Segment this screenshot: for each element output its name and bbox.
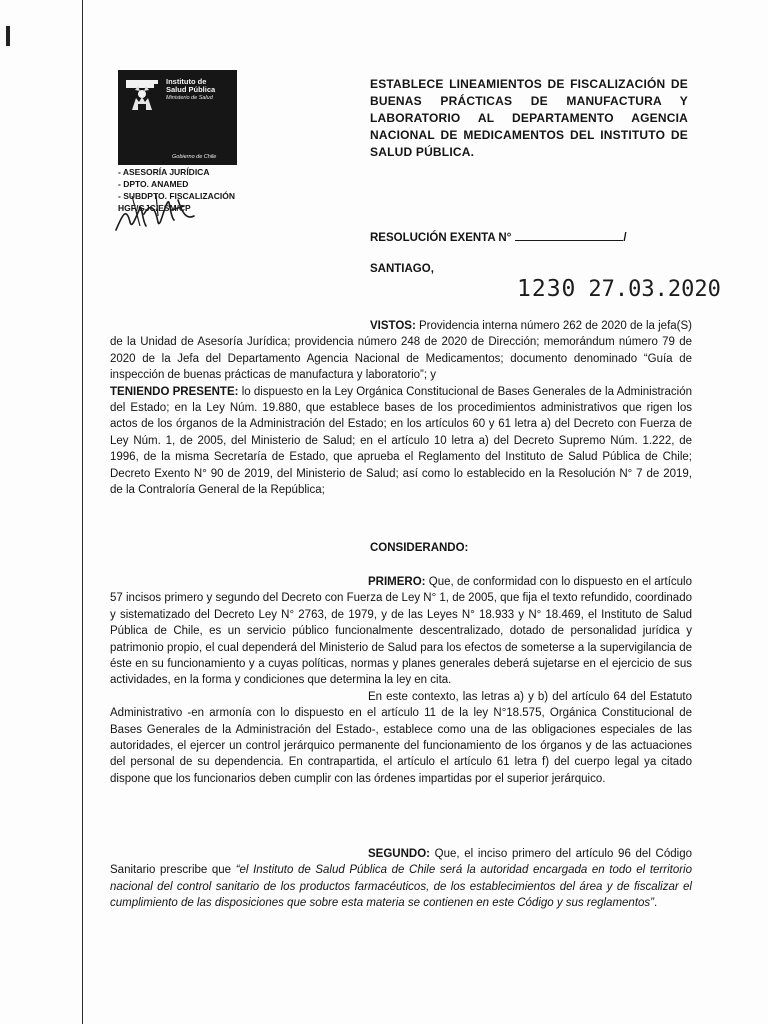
stamp-date: 27.03.2020 (588, 277, 721, 302)
place-label: SANTIAGO, (370, 263, 434, 275)
logo-name-line2: Salud Pública (166, 85, 216, 94)
segundo-section (110, 846, 692, 912)
vistos-section (110, 318, 692, 498)
logo-ministry: Ministerio de Salud (166, 95, 213, 101)
logo-name-line1: Instituto de (166, 77, 207, 86)
segundo-label: SEGUNDO: (368, 848, 430, 860)
isp-logo (118, 70, 237, 165)
primero-label: PRIMERO: (368, 576, 426, 588)
handwritten-signature (112, 186, 202, 236)
scan-corner-mark (6, 26, 10, 46)
logo-government: Gobierno de Chile (172, 154, 217, 160)
resolution-stamp (517, 276, 721, 302)
coat-of-arms-icon (126, 80, 158, 114)
considerando-heading: CONSIDERANDO: (370, 542, 469, 554)
primero-text: Que, de conformidad con lo dispuesto en el artículo 57 incisos primero y segundo del Decreto con Fuerza de Ley N° 1, de 2005, que fija el texto refundido, coordinado y sistematizado del Decreto Ley N° 2763, de 1979, y de las Leyes N° 18.933 y N° 18.469, el Instituto de Salud Pública de Chile, es un servicio público funcionalmente descentralizado, dotado de personalidad jurídica y patrimonio propio, el cual dependerá del Ministerio de Salud para los efectos de someterse a la supervigilancia de éste en su funcionamiento y a cuyas políticas, normas y planes generales deberá sujetarse en el ejercicio de sus actividades, en la forma y condiciones que determina la ley en cita. (110, 576, 692, 687)
segundo-quote: “el Instituto de Salud Pública de Chile será la autoridad encargada en todo el territorio nacional del control sanitario de los productos farmacéuticos, de los establecimientos del área y de fiscalizar el cumplimiento de las disposiciones que sobre esta materia se contienen en este Código y sus reglamentos” (110, 864, 692, 910)
segundo-text: Que, el inciso primero del artículo 96 del Código Sanitario prescribe que (110, 848, 692, 877)
vistos-label: VISTOS: (370, 320, 416, 332)
resolution-number-blank (515, 230, 623, 241)
document-title: ESTABLECE LINEAMIENTOS DE FISCALIZACIÓN DE BUENAS PRÁCTICAS DE MANUFACTURA Y LABORATORIO AL DEPARTAMENTO AGENCIA NACIONAL DE MEDICAMENTOS DEL INSTITUTO DE SALUD PÚBLICA. (370, 77, 688, 159)
stamp-number: 1230 (517, 276, 577, 302)
segundo-end: . (654, 897, 658, 910)
contexto-text: En este contexto, las letras a) y b) del artículo 64 del Estatuto Administrativo -en armonía con lo dispuesto en el artículo 11 de la ley N°18.575, Orgánica Constitucional de Bases Generales de la Administración del Estado-, establece como una de las obligaciones especiales de las autoridades, el ejercer un control jerárquico permanente del funcionamiento de los órganos y de las actuaciones del personal de su dependencia. En contrapartida, el artículo el artículo 61 letra f) del cuerpo legal ya citado dispone que los funcionarios deben cumplir con las órdenes impartidas por el superior jerárquico. (110, 690, 692, 785)
teniendo-label: TENIENDO PRESENTE: (110, 385, 239, 398)
logo-institution-name (166, 78, 234, 94)
distribution-item: - SUBDPTO. FISCALIZACIÓN (118, 191, 235, 201)
distribution-item: - DPTO. ANAMED (118, 179, 189, 189)
primero-section (110, 574, 692, 787)
teniendo-text: lo dispuesto en la Ley Orgánica Constitucional de Bases Generales de la Administración del Estado; en la Ley Núm. 19.880, que establece bases de los procedimientos administrativos que rigen los actos de los órganos de la Administración del Estado; en los artículos 60 y 61 letra a) del Decreto con Fuerza de Ley Núm. 1, de 2005, del Ministerio de Salud; en el artículo 10 letra a) del Decreto Supremo Núm. 1.222, de 1996, de la misma Secretaría de Estado, que aprueba el Reglamento del Instituto de Salud Pública de Chile; Decreto Exento N° 90 de 2019, del Ministerio de Salud; así como lo establecido en la Resolución N° 7 de 2019, de la Contraloría General de la República; (110, 385, 692, 497)
scan-edge-line (82, 0, 83, 1024)
resolution-number-line (370, 230, 627, 244)
distribution-item: - ASESORÍA JURÍDICA (118, 167, 210, 177)
resolution-label: RESOLUCIÓN EXENTA N° (370, 232, 512, 244)
resolution-suffix: / (623, 232, 627, 244)
distribution-initials: HGF/GJC/ESM/CP (118, 203, 191, 213)
vistos-text: Providencia interna número 262 de 2020 de la jefa(S) de la Unidad de Asesoría Jurídica; providencia número 248 de 2020 de Dirección; memorándum número 79 de 2020 de la Jefa del Departamento Agencia Nacional de Medicamentos; documento denominado “Guía de inspección de buenas prácticas de manufactura y laboratorio”; y (110, 320, 692, 382)
